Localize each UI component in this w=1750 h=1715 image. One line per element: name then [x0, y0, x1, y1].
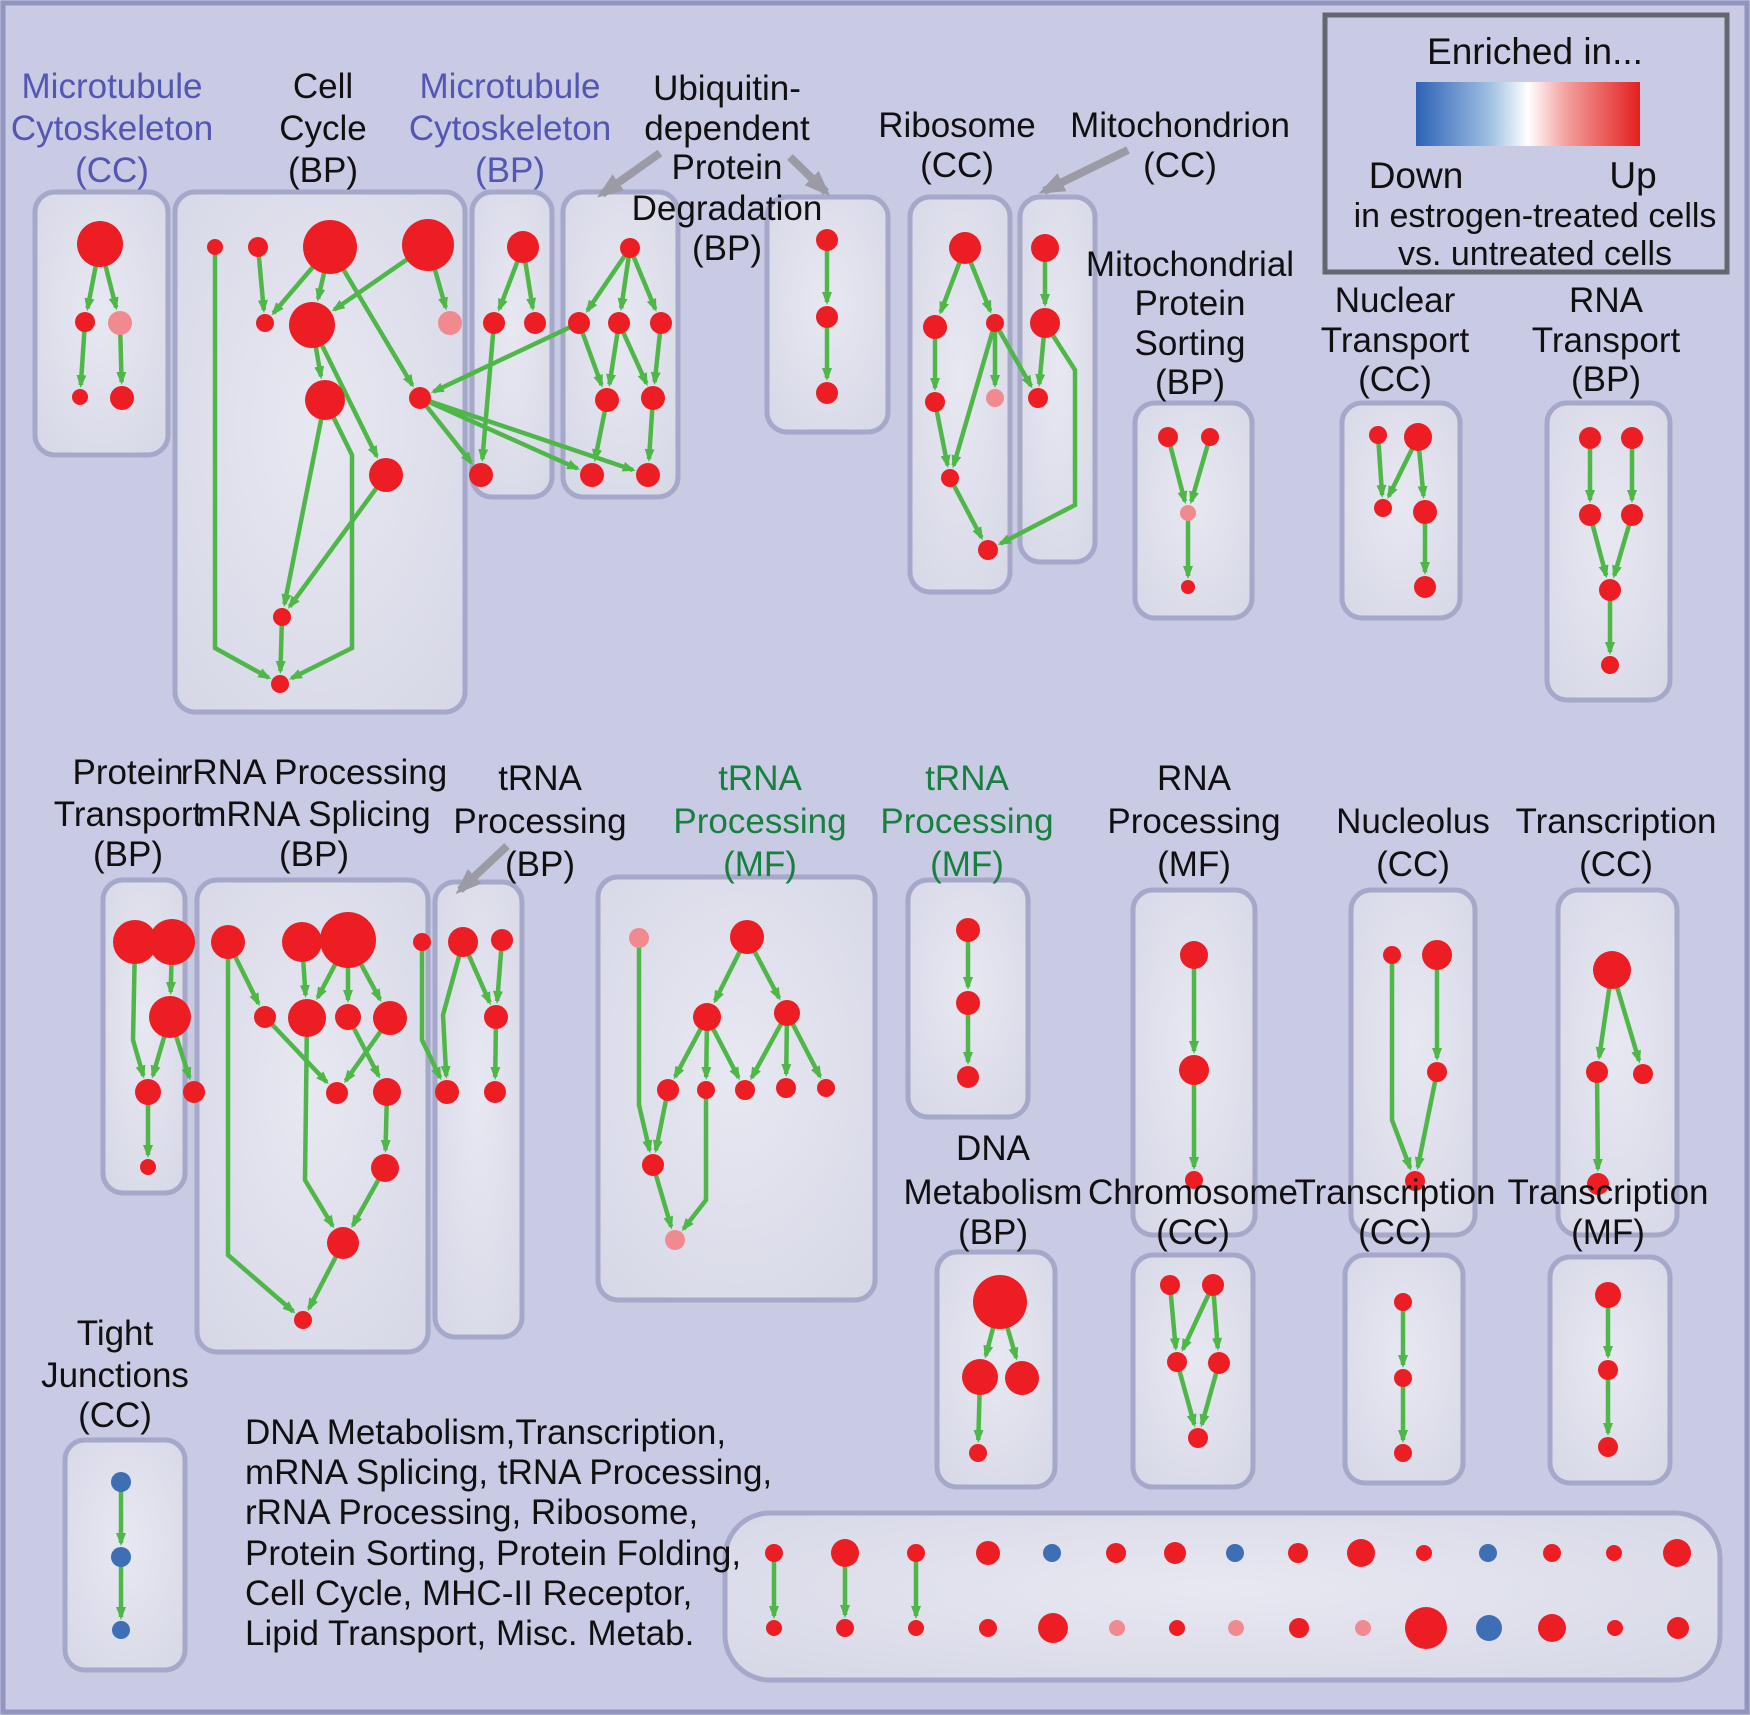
node-dna-metabolism-0 [973, 1275, 1027, 1329]
node-cell-cycle-3 [402, 219, 454, 271]
node-cell-cycle-10 [273, 608, 291, 626]
node-ribosome-4 [986, 389, 1004, 407]
cluster-label-nuclear-transport-line-1: Transport [1320, 321, 1470, 360]
node-cell-cycle-4 [256, 314, 274, 332]
merged-clusters-note-line-4: Cell Cycle, MHC-II Receptor, [245, 1574, 693, 1613]
node-nuclear-transport-4 [1414, 576, 1436, 598]
node-dna-metabolism-1 [962, 1359, 998, 1395]
node-protein-transport-1 [149, 919, 195, 965]
node-ubiquitin-deg-1-5 [641, 386, 665, 410]
cluster-label-tight-junctions-line-1: Junctions [41, 1356, 189, 1395]
legend-title: Enriched in... [1427, 31, 1643, 72]
node-cell-cycle-11 [271, 675, 289, 693]
cluster-label-rna-transport-line-0: RNA [1569, 281, 1643, 320]
node-trna-mf-1-3 [774, 1000, 800, 1026]
node-rrna-mrna-8 [326, 1082, 348, 1104]
node-rna-transport-5 [1601, 656, 1619, 674]
node-trna-mf-1-4 [657, 1079, 679, 1101]
cluster-label-ubiquitin-deg-1-line-1: dependent [644, 109, 810, 148]
cluster-label-transcription-mf-line-0: Transcription [1507, 1173, 1709, 1212]
merged-clusters-note-line-2: rRNA Processing, Ribosome, [245, 1493, 699, 1532]
cluster-label-trna-mf-2-line-0: tRNA [925, 759, 1009, 798]
merged-clusters-note-line-1: mRNA Splicing, tRNA Processing, [245, 1453, 773, 1492]
node-trna-mf-1-6 [735, 1080, 755, 1100]
cluster-label-ribosome-line-0: Ribosome [878, 106, 1036, 145]
node-misc-strip-6 [1164, 1542, 1186, 1564]
node-rna-processing-0 [1180, 941, 1208, 969]
cluster-label-rrna-mrna-line-2: (BP) [279, 835, 349, 874]
cluster-label-transcription-mf-line-1: (MF) [1571, 1213, 1645, 1252]
node-rrna-mrna-3 [413, 933, 431, 951]
node-microtubule-bp-2 [524, 312, 546, 334]
node-mito-protein-sorting-3 [1181, 580, 1195, 594]
color-legend [1325, 15, 1727, 273]
node-transcription-mf-2 [1598, 1437, 1618, 1457]
node-misc-strip-19 [1038, 1613, 1068, 1643]
cluster-box-chromosome [1133, 1255, 1253, 1487]
node-cell-cycle-9 [369, 458, 403, 492]
node-rna-processing-1 [1179, 1055, 1209, 1085]
node-ribosome-2 [986, 314, 1004, 332]
cluster-label-trna-mf-1-line-1: Processing [673, 802, 847, 841]
cluster-label-ubiquitin-deg-1-line-4: (BP) [692, 229, 762, 268]
node-ubiquitin-deg-2-0 [816, 229, 838, 251]
cluster-label-mitochondrion-line-0: Mitochondrion [1070, 106, 1290, 145]
cluster-label-protein-transport-line-2: (BP) [93, 835, 163, 874]
node-trna-mf-1-10 [665, 1230, 685, 1250]
node-misc-strip-11 [1479, 1544, 1497, 1562]
node-ubiquitin-deg-1-0 [620, 238, 640, 258]
cluster-label-mitochondrion-line-1: (CC) [1143, 146, 1217, 185]
cluster-box-nuclear-transport [1342, 403, 1460, 618]
cluster-label-trna-mf-1-line-0: tRNA [718, 759, 802, 798]
cluster-label-rna-transport-line-1: Transport [1531, 321, 1681, 360]
node-ribosome-0 [949, 232, 981, 264]
node-ribosome-1 [923, 315, 947, 339]
node-nuclear-transport-2 [1374, 499, 1392, 517]
node-microtubule-bp-0 [507, 231, 539, 263]
node-rrna-mrna-0 [211, 925, 245, 959]
node-trna-mf-1-8 [817, 1079, 835, 1097]
node-misc-strip-14 [1663, 1539, 1691, 1567]
node-misc-strip-9 [1347, 1539, 1375, 1567]
node-rrna-mrna-1 [282, 922, 322, 962]
cluster-label-transcription-cc-mid-line-1: (CC) [1579, 845, 1653, 884]
node-microtubule-cc-4 [110, 386, 134, 410]
node-nucleolus-1 [1422, 940, 1452, 970]
node-ubiquitin-deg-1-1 [568, 312, 590, 334]
node-cell-cycle-2 [303, 220, 357, 274]
node-misc-strip-25 [1405, 1607, 1447, 1649]
node-ubiquitin-deg-1-6 [580, 463, 604, 487]
cluster-label-trna-bp-line-0: tRNA [498, 759, 582, 798]
node-transcription-cc-bot-1 [1394, 1369, 1412, 1387]
node-ubiquitin-deg-1-3 [650, 312, 672, 334]
node-nucleolus-0 [1383, 946, 1401, 964]
node-cell-cycle-1 [248, 237, 268, 257]
node-misc-strip-21 [1169, 1620, 1185, 1636]
cluster-label-rna-processing-line-2: (MF) [1157, 845, 1231, 884]
node-misc-strip-13 [1606, 1545, 1622, 1561]
node-rrna-mrna-11 [327, 1227, 359, 1259]
node-mitochondrion-2 [1028, 388, 1048, 408]
node-trna-mf-2-1 [956, 991, 980, 1015]
node-misc-strip-0 [765, 1544, 783, 1562]
cluster-label-rna-transport-line-2: (BP) [1571, 360, 1641, 399]
node-rrna-mrna-4 [254, 1006, 276, 1028]
cluster-label-ribosome-line-1: (CC) [920, 146, 994, 185]
node-cell-cycle-0 [207, 239, 223, 255]
node-trna-mf-1-2 [693, 1003, 721, 1031]
node-ribosome-5 [941, 469, 959, 487]
node-misc-strip-5 [1106, 1543, 1126, 1563]
cluster-box-trna-bp [435, 882, 522, 1337]
cluster-label-mito-protein-sorting-line-1: Protein [1134, 284, 1246, 323]
cluster-label-transcription-cc-bot-line-0: Transcription [1294, 1173, 1496, 1212]
node-chromosome-1 [1202, 1274, 1224, 1296]
cluster-box-misc-strip [725, 1513, 1720, 1680]
cluster-label-mito-protein-sorting-line-3: (BP) [1155, 363, 1225, 402]
node-transcription-cc-mid-1 [1586, 1061, 1608, 1083]
node-misc-strip-4 [1043, 1544, 1061, 1562]
node-trna-mf-2-0 [956, 918, 980, 942]
node-trna-mf-1-9 [642, 1154, 664, 1176]
cluster-label-microtubule-bp-line-1: Cytoskeleton [408, 109, 612, 148]
node-microtubule-cc-2 [108, 311, 132, 335]
node-misc-strip-28 [1607, 1620, 1623, 1636]
cluster-label-mito-protein-sorting-line-2: Sorting [1134, 324, 1246, 363]
node-transcription-cc-mid-2 [1633, 1064, 1653, 1084]
node-tight-junctions-2 [112, 1621, 130, 1639]
node-rrna-mrna-7 [373, 1001, 407, 1035]
node-misc-strip-12 [1543, 1544, 1561, 1562]
cluster-label-mito-protein-sorting-line-0: Mitochondrial [1085, 245, 1295, 284]
node-microtubule-bp-1 [483, 312, 505, 334]
node-rrna-mrna-9 [373, 1078, 401, 1106]
node-rna-transport-1 [1621, 427, 1643, 449]
node-misc-strip-15 [766, 1620, 782, 1636]
node-ubiquitin-deg-1-2 [608, 312, 630, 334]
node-protein-transport-5 [140, 1159, 156, 1175]
node-misc-strip-22 [1228, 1620, 1244, 1636]
cluster-label-chromosome-line-1: (CC) [1156, 1213, 1230, 1252]
cluster-label-microtubule-cc-line-0: Microtubule [21, 67, 203, 106]
node-misc-strip-3 [976, 1541, 1000, 1565]
node-mito-protein-sorting-0 [1158, 427, 1178, 447]
node-transcription-cc-bot-2 [1394, 1444, 1412, 1462]
cluster-label-trna-mf-1-line-2: (MF) [723, 845, 797, 884]
cluster-label-dna-metabolism-line-1: Metabolism [903, 1173, 1083, 1212]
node-misc-strip-18 [979, 1619, 997, 1637]
node-nuclear-transport-0 [1369, 426, 1387, 444]
cluster-label-nuclear-transport-line-0: Nuclear [1334, 281, 1456, 320]
cluster-label-transcription-cc-bot-line-1: (CC) [1358, 1213, 1432, 1252]
node-rrna-mrna-2 [320, 912, 376, 968]
node-mitochondrion-0 [1031, 234, 1059, 262]
cluster-label-rrna-mrna-line-0: rRNA Processing [180, 753, 448, 792]
node-rrna-mrna-12 [294, 1311, 312, 1329]
merged-clusters-note-line-0: DNA Metabolism,Transcription, [245, 1413, 727, 1452]
node-rna-transport-0 [1579, 427, 1601, 449]
label-pointer-arrow-1 [790, 157, 826, 192]
node-protein-transport-2 [149, 996, 191, 1038]
cluster-label-protein-transport-line-1: Transport [53, 795, 203, 834]
label-pointer-arrow-0 [602, 153, 660, 194]
cluster-label-trna-mf-2-line-1: Processing [880, 802, 1054, 841]
edge-transcription-cc-mid-2 [1597, 1072, 1598, 1169]
node-mito-protein-sorting-1 [1201, 428, 1219, 446]
node-rna-transport-3 [1621, 504, 1643, 526]
cluster-box-rna-transport [1547, 403, 1670, 700]
cluster-label-microtubule-cc-line-2: (CC) [75, 151, 149, 190]
legend-down-label: Down [1368, 155, 1464, 196]
node-rrna-mrna-10 [371, 1154, 399, 1182]
node-trna-bp-1 [491, 929, 513, 951]
node-misc-strip-16 [836, 1619, 854, 1637]
cluster-label-transcription-cc-mid-line-0: Transcription [1515, 802, 1717, 841]
node-mitochondrion-1 [1030, 308, 1060, 338]
legend-up-label: Up [1609, 155, 1657, 196]
node-dna-metabolism-3 [969, 1444, 987, 1462]
node-chromosome-3 [1208, 1352, 1230, 1374]
node-cell-cycle-7 [305, 380, 345, 420]
node-misc-strip-8 [1288, 1543, 1308, 1563]
cluster-label-microtubule-bp-line-0: Microtubule [419, 67, 601, 106]
node-microtubule-cc-1 [75, 312, 95, 332]
cluster-label-trna-bp-line-2: (BP) [505, 845, 575, 884]
node-trna-mf-1-5 [697, 1081, 715, 1099]
node-rrna-mrna-6 [335, 1004, 361, 1030]
node-trna-mf-1-7 [776, 1078, 796, 1098]
cluster-label-ubiquitin-deg-1-line-3: Degradation [631, 189, 823, 228]
node-tight-junctions-0 [111, 1472, 131, 1492]
node-misc-strip-20 [1109, 1620, 1125, 1636]
node-protein-transport-4 [183, 1081, 205, 1103]
cluster-label-nucleolus-line-0: Nucleolus [1336, 802, 1490, 841]
node-protein-transport-3 [135, 1079, 161, 1105]
node-microtubule-bp-3 [469, 463, 493, 487]
cluster-label-tight-junctions-line-0: Tight [76, 1314, 154, 1353]
node-microtubule-cc-0 [77, 221, 123, 267]
cluster-label-rna-processing-line-1: Processing [1107, 802, 1281, 841]
cluster-label-tight-junctions-line-2: (CC) [78, 1396, 152, 1435]
node-ubiquitin-deg-1-4 [595, 388, 619, 412]
node-dna-metabolism-2 [1005, 1361, 1039, 1395]
cluster-label-nuclear-transport-line-2: (CC) [1358, 360, 1432, 399]
node-microtubule-cc-3 [72, 389, 88, 405]
node-tight-junctions-1 [111, 1547, 131, 1567]
node-rrna-mrna-5 [288, 999, 326, 1037]
node-rna-transport-4 [1599, 579, 1621, 601]
node-chromosome-4 [1188, 1428, 1208, 1448]
node-misc-strip-29 [1667, 1617, 1689, 1639]
node-misc-strip-26 [1476, 1615, 1502, 1641]
node-misc-strip-7 [1226, 1544, 1244, 1562]
node-trna-bp-3 [435, 1080, 459, 1104]
node-mito-protein-sorting-2 [1180, 505, 1196, 521]
node-trna-bp-0 [448, 927, 478, 957]
node-cell-cycle-6 [438, 311, 462, 335]
cluster-label-cell-cycle-line-2: (BP) [288, 151, 358, 190]
cluster-label-microtubule-bp-line-2: (BP) [475, 151, 545, 190]
legend-subtitle-2: vs. untreated cells [1397, 235, 1673, 273]
node-chromosome-0 [1160, 1275, 1180, 1295]
node-misc-strip-17 [908, 1620, 924, 1636]
node-transcription-mf-0 [1595, 1282, 1621, 1308]
label-pointer-arrow-2 [1044, 150, 1128, 191]
node-trna-mf-2-2 [957, 1066, 979, 1088]
node-trna-bp-2 [484, 1005, 508, 1029]
node-misc-strip-10 [1416, 1545, 1432, 1561]
node-ribosome-6 [978, 540, 998, 560]
node-misc-strip-24 [1355, 1620, 1371, 1636]
cluster-label-microtubule-cc-line-1: Cytoskeleton [10, 109, 214, 148]
node-misc-strip-27 [1538, 1614, 1566, 1642]
legend-subtitle-1: in estrogen-treated cells [1353, 197, 1717, 235]
cluster-label-ubiquitin-deg-1-line-2: Protein [671, 148, 783, 187]
node-transcription-cc-bot-0 [1394, 1293, 1412, 1311]
node-misc-strip-1 [831, 1539, 859, 1567]
node-trna-bp-4 [484, 1081, 506, 1103]
legend-gradient-bar [1416, 82, 1640, 146]
node-misc-strip-2 [907, 1544, 925, 1562]
node-nucleolus-2 [1427, 1062, 1447, 1082]
cluster-label-cell-cycle-line-0: Cell [292, 67, 354, 106]
cluster-label-rna-processing-line-0: RNA [1157, 759, 1231, 798]
cluster-label-nucleolus-line-1: (CC) [1376, 845, 1450, 884]
node-trna-mf-1-0 [629, 928, 649, 948]
cluster-label-ubiquitin-deg-1-line-0: Ubiquitin- [653, 69, 801, 108]
node-nuclear-transport-3 [1413, 500, 1437, 524]
merged-clusters-note-line-5: Lipid Transport, Misc. Metab. [245, 1614, 695, 1653]
node-cell-cycle-8 [409, 387, 431, 409]
cluster-label-dna-metabolism-line-0: DNA [956, 1129, 1030, 1168]
cluster-label-rrna-mrna-line-1: mRNA Splicing [197, 795, 431, 834]
node-misc-strip-23 [1289, 1618, 1309, 1638]
node-chromosome-2 [1167, 1352, 1187, 1372]
node-ribosome-3 [925, 392, 945, 412]
node-nuclear-transport-1 [1404, 423, 1432, 451]
cluster-label-protein-transport-line-0: Protein [72, 753, 184, 792]
node-transcription-cc-mid-0 [1593, 951, 1631, 989]
node-trna-mf-1-1 [730, 920, 764, 954]
node-rna-transport-2 [1579, 504, 1601, 526]
node-transcription-mf-1 [1598, 1360, 1618, 1380]
node-ubiquitin-deg-2-1 [816, 306, 838, 328]
cluster-label-chromosome-line-0: Chromosome [1087, 1173, 1299, 1212]
node-ubiquitin-deg-1-7 [636, 463, 660, 487]
merged-clusters-note-line-3: Protein Sorting, Protein Folding, [245, 1534, 742, 1573]
cluster-label-trna-mf-2-line-2: (MF) [930, 845, 1004, 884]
cluster-label-trna-bp-line-1: Processing [453, 802, 627, 841]
cluster-label-dna-metabolism-line-2: (BP) [958, 1213, 1028, 1252]
cluster-label-cell-cycle-line-1: Cycle [279, 109, 367, 148]
node-cell-cycle-5 [289, 302, 335, 348]
node-ubiquitin-deg-2-2 [816, 382, 838, 404]
